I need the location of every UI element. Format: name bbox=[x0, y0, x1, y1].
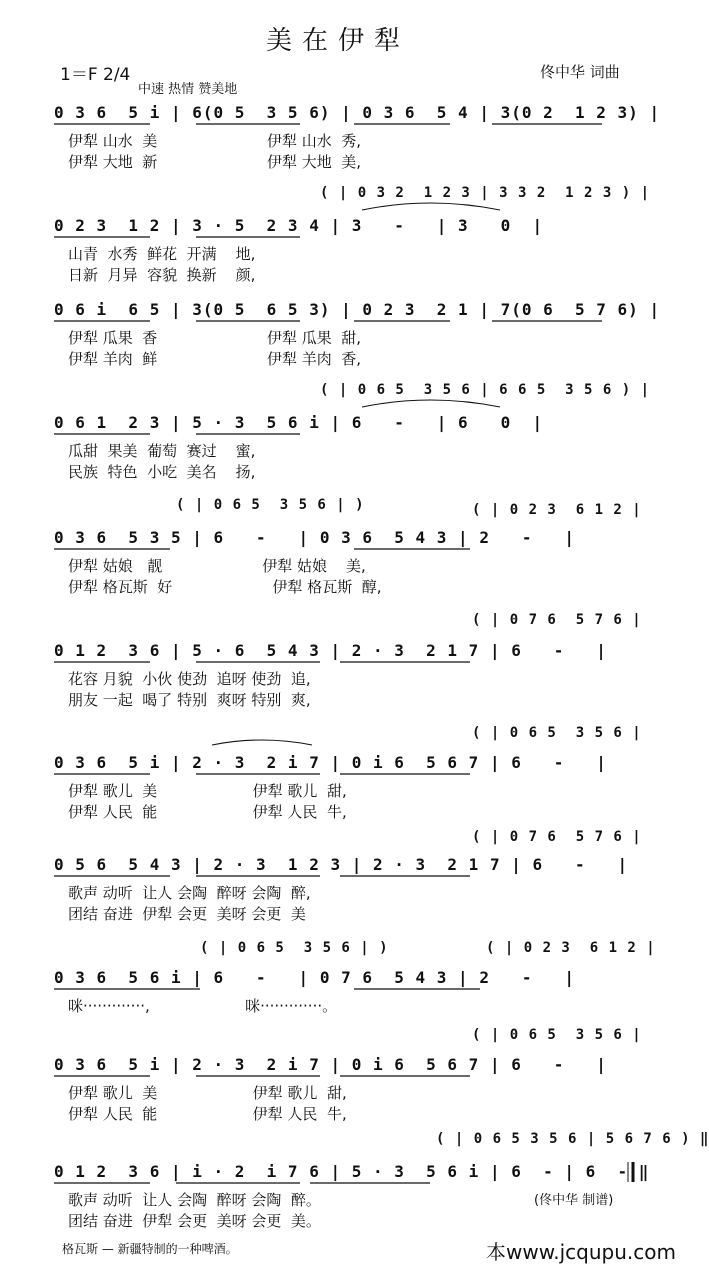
music-line-5: 0 3 6 5 3 5 | 6 - | 0 3 6 5 4 3 | 2 - | bbox=[54, 528, 576, 547]
lyric-line-1a: 伊犁 山水 美 伊犁 山水 秀, bbox=[68, 132, 362, 150]
lyric-line-10b: 伊犁 人民 能 伊犁 人民 牛, bbox=[68, 1105, 347, 1123]
lyric-line-4a: 瓜甜 果美 葡萄 赛过 蜜, bbox=[68, 442, 256, 460]
music-line-1: 0 3 6 5 i | 6(0 5 3 5 6) | 0 3 6 5 4 | 3(0 2 1 2 3) | bbox=[54, 103, 661, 122]
composer-credit: 佟中华 词曲 bbox=[540, 63, 620, 81]
music-line-2: 0 2 3 1 2 | 3 · 5 2 3 4 | 3 - | 3 0 | bbox=[54, 216, 544, 235]
interlude-line-2: ( | 0 3 2 1 2 3 | 3 3 2 1 2 3 ) | bbox=[320, 185, 651, 201]
interlude-line-9b: ( | 0 2 3 6 1 2 | bbox=[486, 940, 656, 956]
interlude-line-10: ( | 0 6 5 3 5 6 | bbox=[472, 1027, 642, 1043]
lyric-line-6b: 朋友 一起 喝了 特别 爽呀 特别 爽, bbox=[68, 691, 311, 709]
interlude-line-5a: ( | 0 6 5 3 5 6 | ) bbox=[176, 497, 365, 513]
interlude-line-6: ( | 0 7 6 5 7 6 | bbox=[472, 612, 642, 628]
final-barline bbox=[628, 1162, 633, 1182]
lyric-line-4b: 民族 特色 小吃 美名 扬, bbox=[68, 463, 256, 481]
arranger-credit: (佟中华 制谱) bbox=[534, 1193, 614, 1208]
lyric-line-3a: 伊犁 瓜果 香 伊犁 瓜果 甜, bbox=[68, 329, 362, 347]
lyric-line-11b: 团结 奋进 伊犁 会更 美呀 会更 美。 bbox=[68, 1212, 321, 1230]
music-line-6: 0 1 2 3 6 | 5 · 6 5 4 3 | 2 · 3 2 1 7 | 6 - | bbox=[54, 641, 607, 660]
lyric-line-8a: 歌声 动听 让人 会陶 醉呀 会陶 醉, bbox=[68, 884, 311, 902]
song-title: 美在伊犁 bbox=[265, 26, 410, 56]
ties bbox=[212, 203, 500, 745]
lyric-line-7a: 伊犁 歌儿 美 伊犁 歌儿 甜, bbox=[68, 782, 347, 800]
interlude-line-11: ( | 0 6 5 3 5 6 | 5 6 7 6 ) ‖ bbox=[436, 1131, 709, 1147]
lyric-line-7b: 伊犁 人民 能 伊犁 人民 牛, bbox=[68, 803, 347, 821]
lyric-line-10a: 伊犁 歌儿 美 伊犁 歌儿 甜, bbox=[68, 1084, 347, 1102]
interlude-line-4: ( | 0 6 5 3 5 6 | 6 6 5 3 5 6 ) | bbox=[320, 382, 651, 398]
footnote: 格瓦斯 — 新疆特制的一种啤酒。 bbox=[62, 1242, 238, 1256]
interlude-line-7: ( | 0 6 5 3 5 6 | bbox=[472, 725, 642, 741]
lyric-line-5a: 伊犁 姑娘 靓 伊犁 姑娘 美, bbox=[68, 557, 366, 575]
interlude-line-8: ( | 0 7 6 5 7 6 | bbox=[472, 829, 642, 845]
interlude-line-5b: ( | 0 2 3 6 1 2 | bbox=[472, 502, 642, 518]
music-line-4: 0 6 1 2 3 | 5 · 3 5 6 i | 6 - | 6 0 | bbox=[54, 413, 544, 432]
music-line-3: 0 6 i 6 5 | 3(0 5 6 5 3) | 0 2 3 2 1 | 7(0 6 5 7 6) | bbox=[54, 300, 661, 319]
lyric-line-8b: 团结 奋进 伊犁 会更 美呀 会更 美 bbox=[68, 905, 306, 923]
interlude-line-9a: ( | 0 6 5 3 5 6 | ) bbox=[200, 940, 389, 956]
lyric-line-9a: 咪·············, 咪·············。 bbox=[68, 997, 338, 1015]
key-signature: 1＝F 2/4 bbox=[60, 65, 131, 85]
tempo-marking: 中速 热情 赞美地 bbox=[138, 82, 238, 97]
lyric-line-5b: 伊犁 格瓦斯 好 伊犁 格瓦斯 醇, bbox=[68, 578, 382, 596]
music-line-7: 0 3 6 5 i | 2 · 3 2 i 7 | 0 i 6 5 6 7 | 6 - | bbox=[54, 753, 607, 772]
lyric-line-6a: 花容 月貌 小伙 使劲 追呀 使劲 追, bbox=[68, 670, 311, 688]
music-line-9: 0 3 6 5 6 i | 6 - | 0 7 6 5 4 3 | 2 - | bbox=[54, 968, 576, 987]
music-line-8: 0 5 6 5 4 3 | 2 · 3 1 2 3 | 2 · 3 2 1 7 | 6 - | bbox=[54, 855, 629, 874]
lyric-line-2b: 日新 月异 容貌 换新 颜, bbox=[68, 266, 256, 284]
lyric-line-1b: 伊犁 大地 新 伊犁 大地 美, bbox=[68, 153, 362, 171]
music-line-11: 0 1 2 3 6 | i · 2 i 7 6 | 5 · 3 5 6 i | 6 - | 6 - ‖ bbox=[54, 1162, 650, 1181]
rhythm-underlines bbox=[54, 124, 602, 1183]
music-line-10: 0 3 6 5 i | 2 · 3 2 i 7 | 0 i 6 5 6 7 | 6 - | bbox=[54, 1055, 607, 1074]
lyric-line-2a: 山青 水秀 鲜花 开满 地, bbox=[68, 245, 256, 263]
watermark: 本www.jcqupu.com bbox=[486, 1240, 676, 1264]
lyric-line-11a: 歌声 动听 让人 会陶 醉呀 会陶 醉。 bbox=[68, 1191, 321, 1209]
lyric-line-3b: 伊犁 羊肉 鲜 伊犁 羊肉 香, bbox=[68, 350, 362, 368]
